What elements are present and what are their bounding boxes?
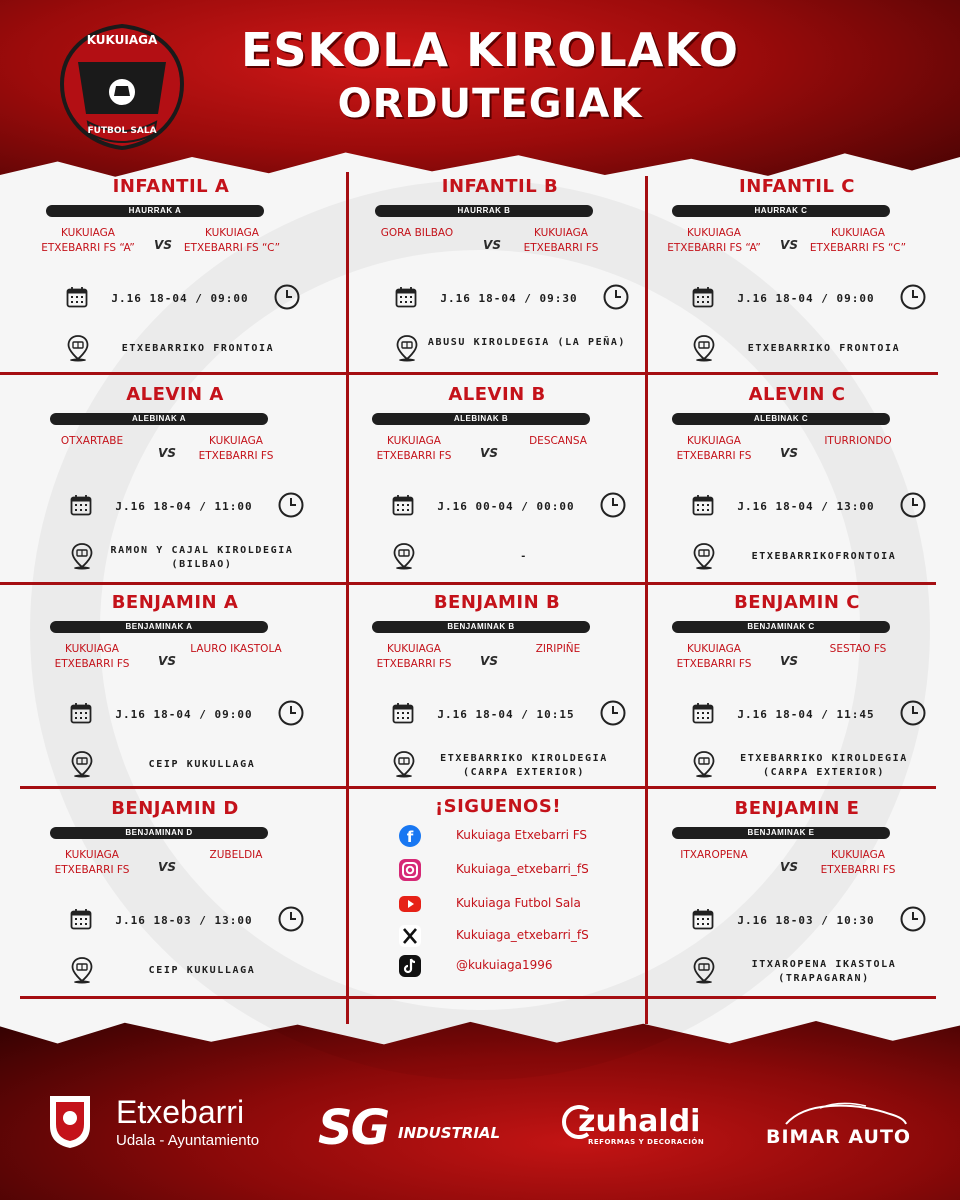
location-pin-icon	[395, 334, 419, 367]
group-label: BENJAMINAK B	[372, 621, 590, 633]
calendar-icon	[70, 494, 92, 521]
social-youtube[interactable]	[398, 892, 628, 916]
grid-line-horizontal-4	[20, 996, 936, 999]
home-team: KUKUIAGA ETXEBARRI FS	[54, 849, 130, 876]
calendar-icon	[692, 702, 714, 729]
home-team: GORA BILBAO	[380, 227, 454, 239]
x-icon	[398, 924, 422, 948]
match-datetime: J.16 18-03 / 10:30	[737, 914, 875, 927]
sponsor-etxebarri-name: Etxebarri	[116, 1094, 245, 1130]
clock-icon	[900, 700, 926, 731]
sponsor-sg-main: SG	[318, 1100, 388, 1156]
home-team: KUKUIAGA ETXEBARRI FS	[376, 643, 452, 670]
sponsor-etxebarri-sub: Udala - Ayuntamiento	[116, 1132, 260, 1149]
match-datetime: J.16 00-04 / 00:00	[437, 500, 575, 513]
calendar-icon	[692, 494, 714, 521]
venue-name: ETXEBARRIKO KIROLDEGIA (CARPA EXTERIOR)	[440, 753, 608, 778]
logo-text-bottom: FUTBOL SALA	[87, 126, 157, 136]
away-team: LAURO IKASTOLA	[190, 643, 282, 655]
match-datetime: J.16 18-04 / 10:15	[437, 708, 575, 721]
match-card-benjamin-a	[30, 592, 320, 782]
clock-icon	[900, 492, 926, 523]
calendar-icon	[392, 702, 414, 729]
group-label: BENJAMINAK A	[50, 621, 268, 633]
home-team: KUKUIAGA ETXEBARRI FS	[54, 643, 130, 670]
match-datetime: J.16 18-04 / 09:00	[111, 292, 249, 305]
clock-icon	[278, 700, 304, 731]
match-datetime: J.16 18-04 / 11:45	[737, 708, 875, 721]
group-label: ALEBINAK A	[50, 413, 268, 425]
home-team: KUKUIAGA ETXEBARRI FS	[376, 435, 452, 462]
category-title: ALEVIN B	[448, 384, 546, 405]
category-title: BENJAMIN B	[433, 592, 561, 613]
match-card-infantil-b	[355, 176, 645, 366]
venue-name: ITXAROPENA IKASTOLA (TRAPAGARAN)	[751, 959, 897, 984]
match-card-benjamin-c	[652, 592, 942, 782]
away-team: KUKUIAGA ETXEBARRI FS “C”	[183, 227, 281, 254]
category-title: ALEVIN C	[748, 384, 846, 405]
away-team: SESTAO FS	[829, 643, 887, 655]
club-logo	[58, 22, 186, 152]
group-label: BENJAMINAK C	[672, 621, 890, 633]
match-datetime: J.16 18-03 / 13:00	[115, 914, 253, 927]
sponsor-bimar: BIMAR AUTO	[766, 1126, 912, 1148]
location-pin-icon	[70, 542, 94, 575]
calendar-icon	[692, 286, 714, 313]
category-title: BENJAMIN C	[734, 592, 860, 613]
match-card-alevin-c	[652, 384, 942, 574]
category-title: BENJAMIN D	[111, 798, 239, 819]
match-card-benjamin-b	[352, 592, 642, 782]
clock-icon	[278, 906, 304, 937]
sponsor-sg-sub: INDUSTRIAL	[398, 1124, 501, 1142]
clock-icon	[278, 492, 304, 523]
group-label: HAURRAK B	[375, 205, 593, 217]
venue-name: ETXEBARRIKOFRONTOIA	[751, 551, 897, 562]
location-pin-icon	[692, 334, 716, 367]
calendar-icon	[395, 286, 417, 313]
facebook-icon	[398, 824, 422, 848]
social-facebook[interactable]	[398, 824, 628, 848]
vs-label: VS	[158, 446, 176, 460]
match-card-benjamin-d	[30, 798, 320, 988]
calendar-icon	[70, 702, 92, 729]
away-team: DESCANSA	[529, 435, 587, 447]
away-team: KUKUIAGA ETXEBARRI FS	[198, 435, 274, 462]
page-title	[200, 22, 780, 130]
grid-line-vertical-2	[645, 176, 648, 1024]
match-card-infantil-c	[652, 176, 942, 366]
home-team: KUKUIAGA ETXEBARRI FS	[676, 435, 752, 462]
calendar-icon	[70, 908, 92, 935]
home-team: KUKUIAGA ETXEBARRI FS “A”	[667, 227, 761, 254]
category-title: INFANTIL C	[739, 176, 855, 197]
vs-label: VS	[780, 654, 798, 668]
location-pin-icon	[66, 334, 90, 367]
location-pin-icon	[392, 750, 416, 783]
home-team: ITXAROPENA	[680, 849, 748, 861]
social-tiktok[interactable]	[398, 954, 628, 978]
youtube-icon	[398, 892, 422, 916]
clock-icon	[900, 284, 926, 315]
match-card-infantil-a	[26, 176, 316, 366]
clock-icon	[600, 700, 626, 731]
social-youtube-label: Kukuiaga Futbol Sala	[456, 896, 581, 910]
vs-label: VS	[154, 238, 172, 252]
category-title: INFANTIL A	[112, 176, 230, 197]
group-label: BENJAMINAK E	[672, 827, 890, 839]
social-facebook-label: Kukuiaga Etxebarri FS	[456, 828, 588, 842]
vs-label: VS	[780, 238, 798, 252]
vs-label: VS	[158, 654, 176, 668]
group-label: HAURRAK A	[46, 205, 264, 217]
social-x[interactable]	[398, 924, 628, 948]
away-team: ITURRIONDO	[824, 435, 892, 447]
location-pin-icon	[692, 956, 716, 989]
location-pin-icon	[392, 542, 416, 575]
vs-label: VS	[158, 860, 176, 874]
location-pin-icon	[692, 542, 716, 575]
sponsor-zuhaldi-main: zuhaldi	[578, 1104, 701, 1139]
match-datetime: J.16 18-04 / 09:00	[115, 708, 253, 721]
group-label: ALEBINAK B	[372, 413, 590, 425]
match-card-alevin-b	[352, 384, 642, 574]
location-pin-icon	[692, 750, 716, 783]
match-datetime: J.16 18-04 / 11:00	[115, 500, 253, 513]
calendar-icon	[66, 286, 88, 313]
match-card-benjamin-e	[652, 798, 942, 988]
venue-name: ETXEBARRIKO KIROLDEGIA (CARPA EXTERIOR)	[740, 753, 908, 778]
venue-name: CEIP KUKULLAGA	[148, 965, 256, 976]
title-line-2: ORDUTEGIAK	[337, 81, 643, 127]
vs-label: VS	[780, 860, 798, 874]
location-pin-icon	[70, 750, 94, 783]
venue-name: ETXEBARRIKO FRONTOIA	[121, 343, 275, 354]
social-instagram[interactable]	[398, 858, 628, 882]
vs-label: VS	[480, 446, 498, 460]
home-team: KUKUIAGA ETXEBARRI FS “A”	[41, 227, 135, 254]
sponsor-zuhaldi-sub: REFORMAS Y DECORACIÓN	[588, 1138, 705, 1146]
home-team: KUKUIAGA ETXEBARRI FS	[676, 643, 752, 670]
vs-label: VS	[780, 446, 798, 460]
social-instagram-label: Kukuiaga_etxebarri_fS	[456, 862, 589, 876]
instagram-icon	[398, 858, 422, 882]
venue-name: -	[520, 551, 528, 562]
match-datetime: J.16 18-04 / 09:30	[440, 292, 578, 305]
vs-label: VS	[480, 654, 498, 668]
grid-line-horizontal-3	[20, 786, 936, 789]
clock-icon	[900, 906, 926, 937]
clock-icon	[274, 284, 300, 315]
logo-text-top: KUKUIAGA	[86, 33, 158, 47]
grid-line-vertical-1	[346, 172, 349, 1024]
social-title: ¡SIGUENOS!	[434, 796, 562, 817]
group-label: BENJAMINAN D	[50, 827, 268, 839]
away-team: ZUBELDIA	[209, 849, 263, 861]
social-x-label: Kukuiaga_etxebarri_fS	[456, 928, 589, 942]
clock-icon	[600, 492, 626, 523]
category-title: BENJAMIN A	[111, 592, 239, 613]
match-datetime: J.16 18-04 / 13:00	[737, 500, 875, 513]
venue-name: ABUSU KIROLDEGIA (LA PEÑA)	[427, 337, 627, 348]
grid-line-horizontal-1	[0, 372, 938, 375]
tiktok-icon	[398, 954, 422, 978]
away-team: KUKUIAGA ETXEBARRI FS “C”	[809, 227, 907, 254]
svg-text:f: f	[406, 828, 414, 846]
match-datetime: J.16 18-04 / 09:00	[737, 292, 875, 305]
calendar-icon	[692, 908, 714, 935]
away-team: ZIRIPIÑE	[535, 643, 581, 655]
away-team: KUKUIAGA ETXEBARRI FS	[820, 849, 896, 876]
match-card-alevin-a	[30, 384, 320, 574]
title-line-1: ESKOLA KIROLAKO	[240, 23, 740, 77]
clock-icon	[603, 284, 629, 315]
venue-name: CEIP KUKULLAGA	[148, 759, 256, 770]
calendar-icon	[392, 494, 414, 521]
category-title: INFANTIL B	[441, 176, 559, 197]
social-tiktok-label: @kukuiaga1996	[456, 958, 553, 972]
grid-line-horizontal-2	[0, 582, 936, 585]
vs-label: VS	[483, 238, 501, 252]
location-pin-icon	[70, 956, 94, 989]
group-label: ALEBINAK C	[672, 413, 890, 425]
home-team: OTXARTABE	[60, 435, 124, 447]
away-team: KUKUIAGA ETXEBARRI FS	[523, 227, 599, 254]
venue-name: ETXEBARRIKO FRONTOIA	[747, 343, 901, 354]
category-title: ALEVIN A	[126, 384, 224, 405]
etxebarri-crest-icon	[46, 1092, 94, 1150]
group-label: HAURRAK C	[672, 205, 890, 217]
category-title: BENJAMIN E	[734, 798, 860, 819]
venue-name: RAMON Y CAJAL KIROLDEGIA (BILBAO)	[110, 545, 294, 570]
